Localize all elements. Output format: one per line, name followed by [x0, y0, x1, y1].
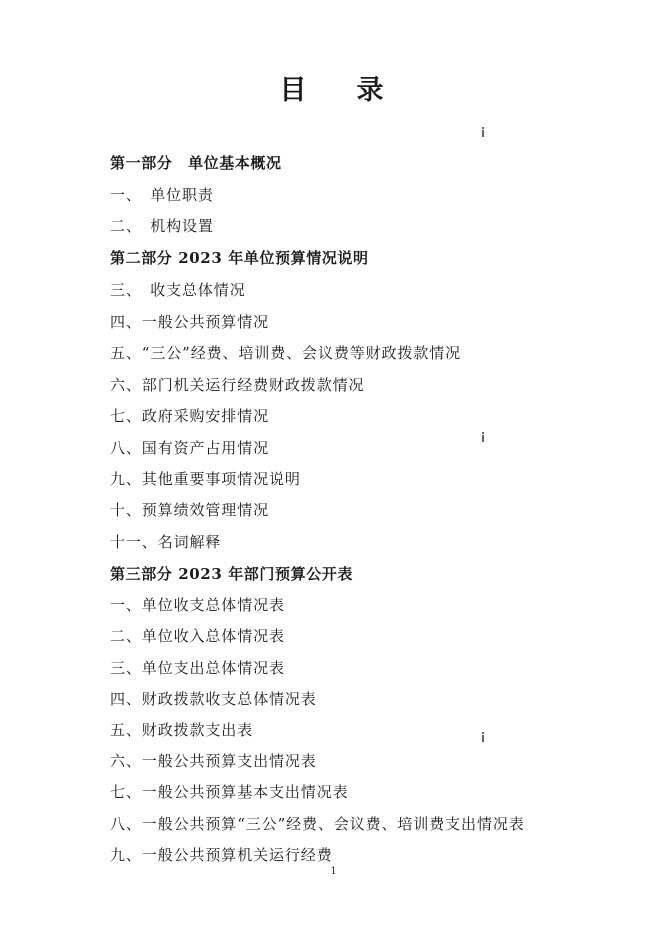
- toc-item: 一、单位收支总体情况表: [110, 596, 285, 614]
- toc-item: 二、 机构设置: [110, 217, 214, 235]
- toc-item: 八、一般公共预算“三公”经费、会议费、培训费支出情况表: [110, 815, 525, 833]
- toc-item: 三、单位支出总体情况表: [110, 659, 285, 677]
- toc-item: 二、单位收入总体情况表: [110, 627, 285, 645]
- scan-speck: [482, 130, 484, 137]
- toc-item: 六、一般公共预算支出情况表: [110, 752, 317, 770]
- toc-section: 第三部分 2023 年部门预算公开表: [110, 565, 353, 583]
- toc-item: 五、“三公”经费、培训费、会议费等财政拨款情况: [110, 344, 462, 362]
- toc-item: 八、国有资产占用情况: [110, 439, 270, 457]
- toc-item: 十、预算绩效管理情况: [110, 501, 270, 519]
- page-number: 1: [330, 866, 337, 877]
- page-title-char-2: 录: [356, 75, 388, 106]
- toc-item: 四、财政拨款收支总体情况表: [110, 690, 317, 708]
- toc-item: 七、政府采购安排情况: [110, 407, 270, 425]
- toc-item: 七、一般公共预算基本支出情况表: [110, 783, 349, 801]
- toc-item: 九、一般公共预算机关运行经费: [110, 846, 333, 864]
- scan-speck: [482, 735, 484, 742]
- toc-item: 九、其他重要事项情况说明: [110, 470, 301, 488]
- scan-speck: [482, 435, 484, 442]
- toc-item: 一、 单位职责: [110, 186, 214, 204]
- toc-item: 十一、名词解释: [110, 533, 222, 551]
- toc-item: 六、部门机关运行经费财政拨款情况: [110, 376, 365, 394]
- toc-item: 三、 收支总体情况: [110, 281, 246, 299]
- toc-section: 第二部分 2023 年单位预算情况说明: [110, 249, 369, 267]
- toc-item: 四、一般公共预算情况: [110, 313, 270, 331]
- page-title-char-1: 目: [279, 75, 311, 106]
- toc-item: 五、财政拨款支出表: [110, 721, 254, 739]
- toc-section: 第一部分 单位基本概况: [110, 154, 282, 172]
